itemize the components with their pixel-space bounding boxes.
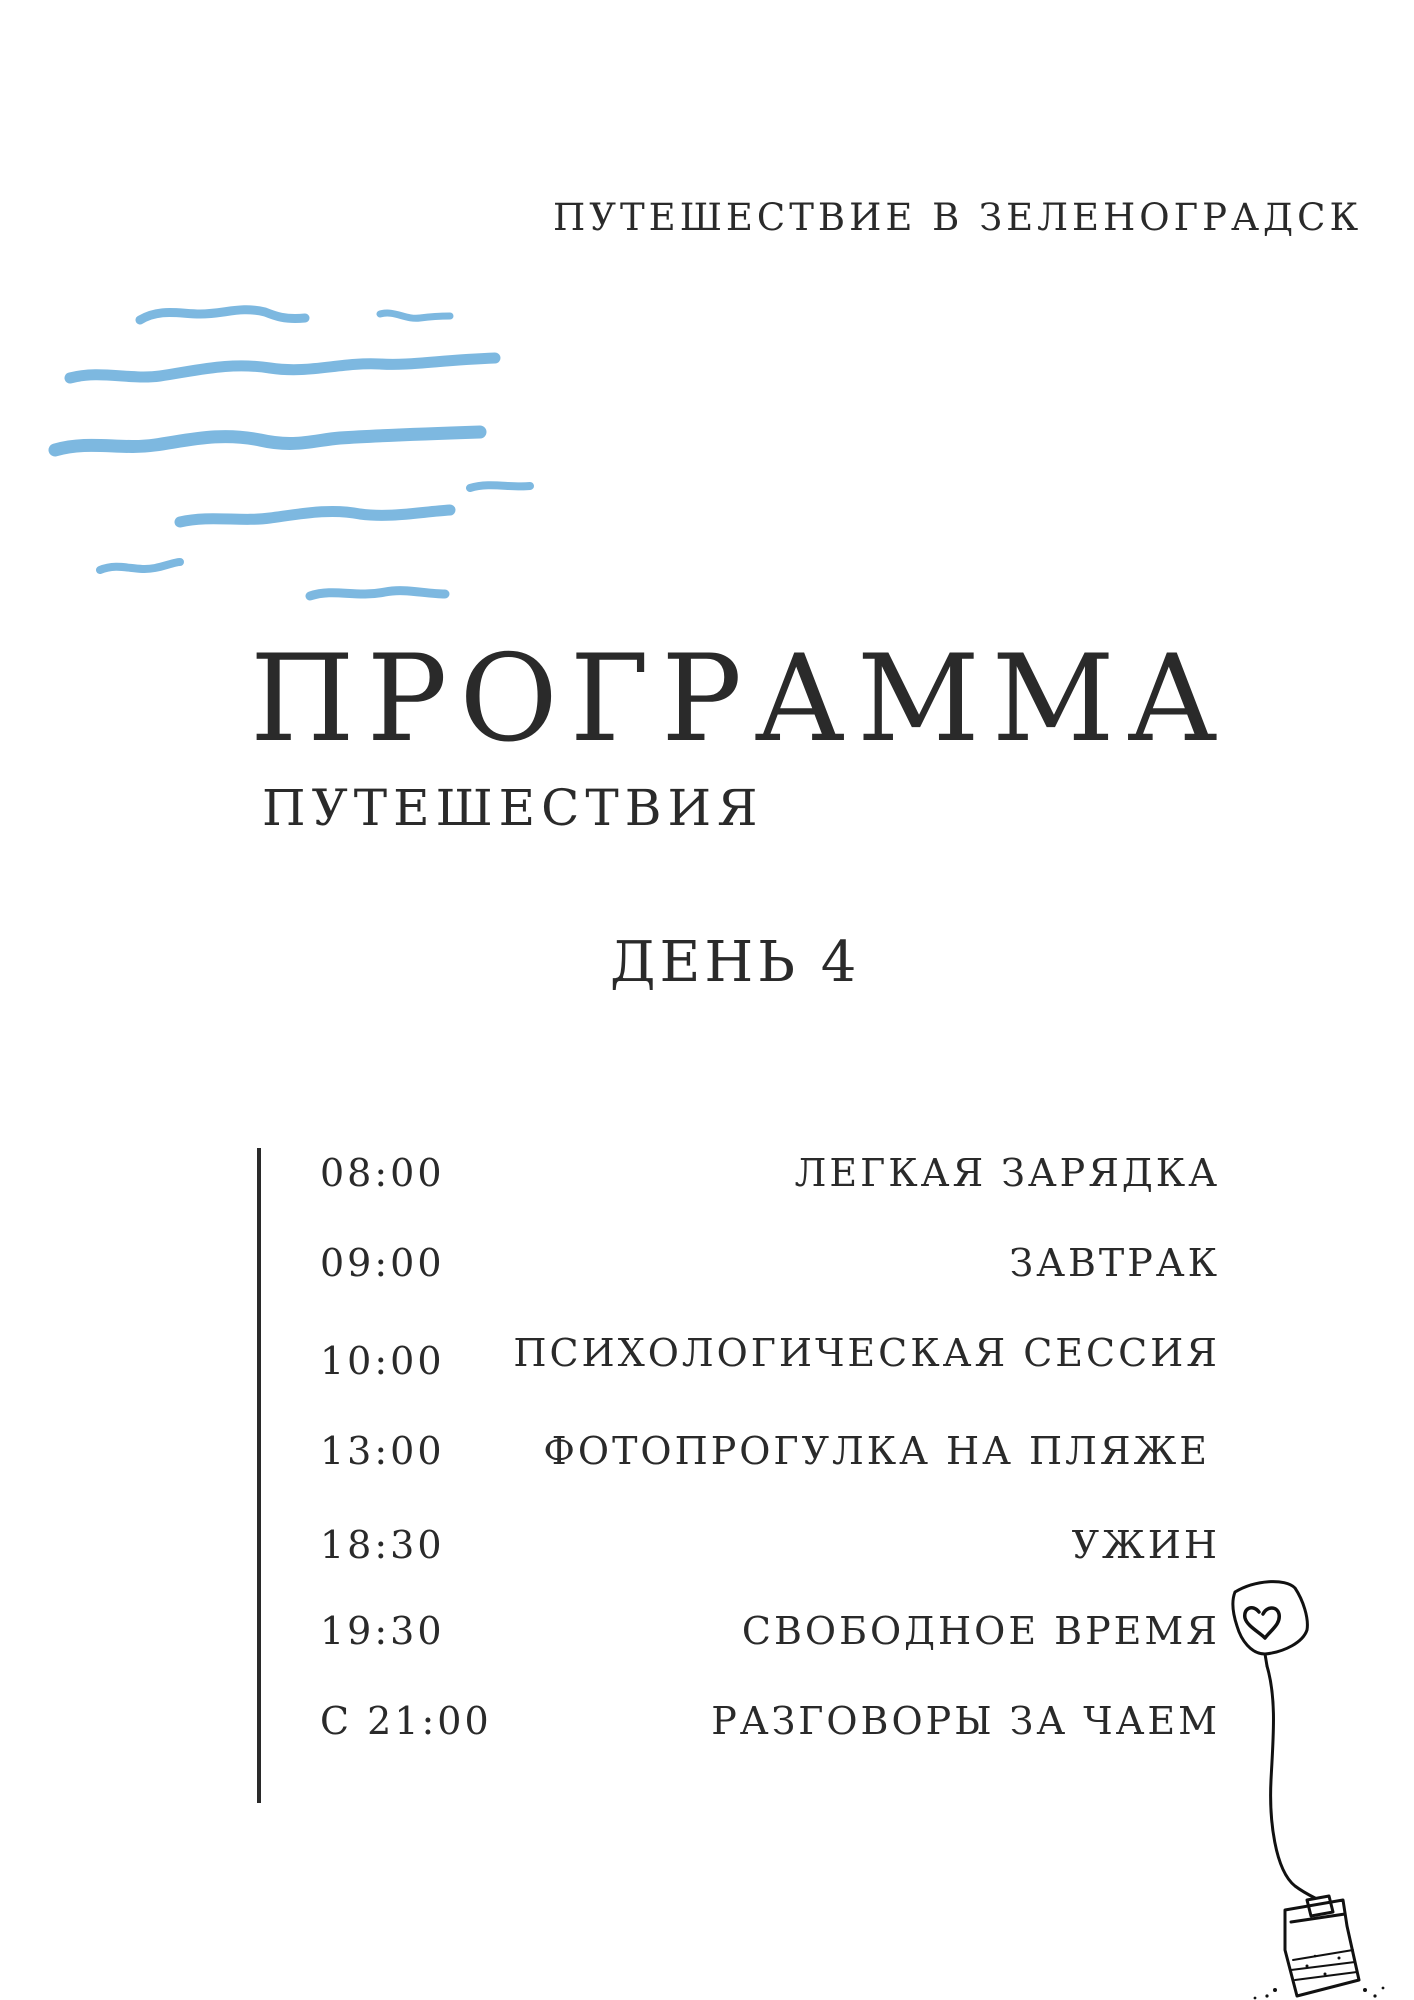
schedule-event: ЗАВТРАК [1009, 1241, 1220, 1285]
timeline-divider [257, 1148, 261, 1803]
schedule-row [320, 1238, 1220, 1288]
teabag-heart-icon [1215, 1570, 1395, 2000]
page-title: ПРОГРАММА [250, 630, 1230, 769]
schedule-time: С 21:00 [320, 1699, 492, 1743]
schedule-event: ПСИХОЛОГИЧЕСКАЯ СЕССИЯ [513, 1331, 1220, 1375]
schedule-event: ЛЕГКАЯ ЗАРЯДКА [794, 1151, 1220, 1195]
schedule-row [320, 1520, 1220, 1570]
schedule-event: РАЗГОВОРЫ ЗА ЧАЕМ [711, 1699, 1220, 1743]
schedule-time: 09:00 [320, 1241, 445, 1285]
schedule-time: 19:30 [320, 1609, 445, 1653]
schedule-event: СВОБОДНОЕ ВРЕМЯ [741, 1609, 1220, 1653]
schedule-time: 13:00 [320, 1429, 445, 1473]
schedule-row [320, 1328, 1220, 1383]
day-label: ДЕНЬ 4 [610, 930, 861, 995]
schedule-time: 10:00 [320, 1339, 445, 1383]
schedule-time: 08:00 [320, 1151, 445, 1195]
page-subtitle: ПУТЕШЕСТВИЯ [262, 779, 764, 837]
schedule-event: УЖИН [1071, 1523, 1220, 1567]
schedule-row [320, 1696, 1220, 1746]
schedule-time: 18:30 [320, 1523, 445, 1567]
waves-icon [40, 300, 560, 620]
schedule-row [320, 1606, 1220, 1656]
schedule-event: ФОТОПРОГУЛКА НА ПЛЯЖЕ [543, 1429, 1210, 1473]
schedule-row [320, 1148, 1220, 1198]
trip-header: ПУТЕШЕСТВИЕ В ЗЕЛЕНОГРАДСК [553, 196, 1363, 239]
schedule-row [320, 1426, 1220, 1476]
